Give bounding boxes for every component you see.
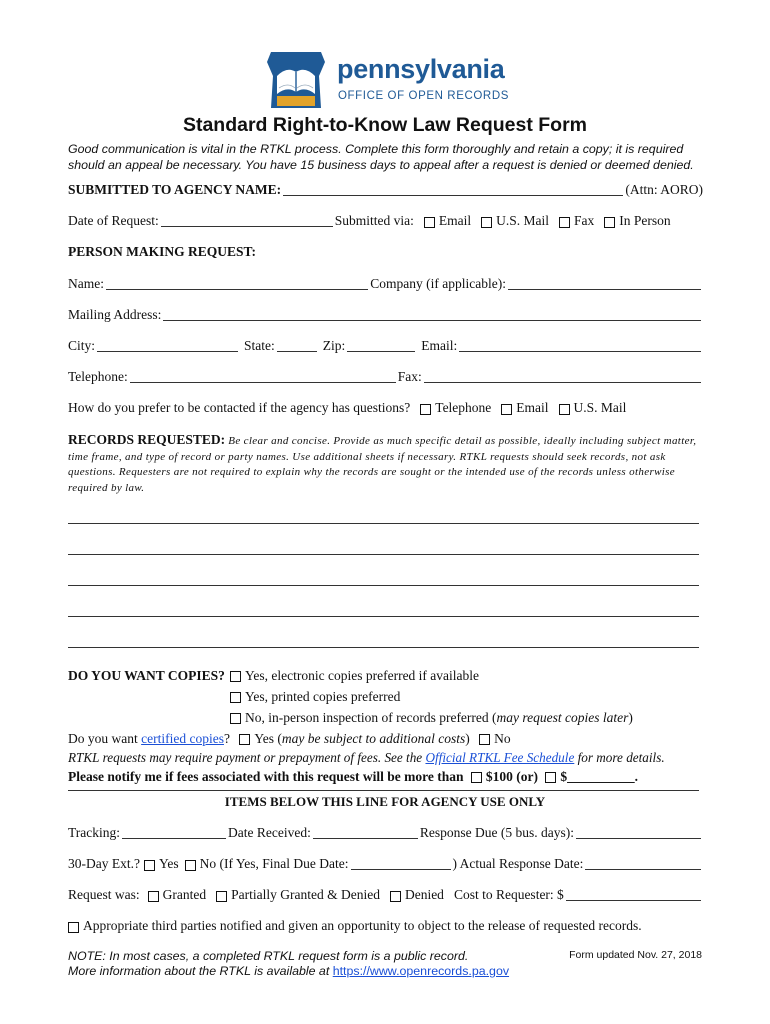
name-label: Name: bbox=[68, 276, 104, 291]
attn-label: (Attn: AORO) bbox=[625, 182, 703, 197]
note-line-2: More information about the RTKL is available at bbox=[68, 964, 333, 978]
telephone-field[interactable] bbox=[130, 370, 396, 383]
extension-no-checkbox[interactable] bbox=[185, 860, 196, 871]
mailing-field[interactable] bbox=[163, 308, 701, 321]
contact-email-label: Email bbox=[516, 400, 549, 415]
submitted-via-label: Submitted via: bbox=[334, 213, 414, 228]
company-field[interactable] bbox=[508, 277, 701, 290]
via-fax-label: Fax bbox=[574, 213, 595, 228]
keystone-book-icon bbox=[265, 50, 327, 110]
certified-yes-end: ) bbox=[465, 731, 470, 746]
actual-response-label: ) Actual Response Date: bbox=[452, 856, 584, 871]
tracking-field[interactable] bbox=[122, 826, 226, 839]
copies-block bbox=[68, 668, 665, 788]
via-in-person-label: In Person bbox=[619, 213, 671, 228]
agency-use-heading: ITEMS BELOW THIS LINE FOR AGENCY USE ONLY bbox=[224, 794, 546, 809]
contact-telephone-checkbox[interactable] bbox=[420, 404, 431, 415]
third-parties-row bbox=[68, 918, 703, 934]
telephone-row bbox=[68, 369, 703, 385]
extension-no-label: No (If Yes, Final Due Date: bbox=[199, 856, 349, 871]
state-label: State: bbox=[244, 338, 275, 353]
extension-yes-label: Yes bbox=[158, 856, 179, 871]
date-row bbox=[68, 213, 703, 229]
note-block bbox=[68, 949, 509, 979]
copies-question: DO YOU WANT COPIES? bbox=[68, 668, 225, 683]
note-line-1: NOTE: In most cases, a completed RTKL request form is a public record. bbox=[68, 949, 469, 963]
notify-100-checkbox[interactable] bbox=[471, 772, 482, 783]
person-heading: PERSON MAKING REQUEST: bbox=[68, 244, 257, 259]
openrecords-link[interactable]: https://www.openrecords.pa.gov bbox=[332, 964, 510, 978]
certified-copies-link[interactable]: certified copies bbox=[141, 731, 224, 746]
contact-mail-checkbox[interactable] bbox=[559, 404, 570, 415]
cost-label: Cost to Requester: $ bbox=[453, 887, 564, 902]
contact-telephone-label: Telephone bbox=[435, 400, 492, 415]
fax-field[interactable] bbox=[424, 370, 701, 383]
agency-divider bbox=[68, 790, 699, 791]
city-row bbox=[68, 338, 703, 354]
denied-label: Denied bbox=[404, 887, 444, 902]
contact-mail-label: U.S. Mail bbox=[573, 400, 627, 415]
fees-text: RTKL requests may require payment or prepayment of fees. See the bbox=[68, 750, 426, 765]
via-fax-checkbox[interactable] bbox=[559, 217, 570, 228]
via-in-person-checkbox[interactable] bbox=[604, 217, 615, 228]
records-line-1[interactable] bbox=[68, 523, 699, 524]
copies-printed-label: Yes, printed copies preferred bbox=[245, 689, 401, 704]
partial-checkbox[interactable] bbox=[216, 891, 227, 902]
response-due-field[interactable] bbox=[576, 826, 701, 839]
date-received-field[interactable] bbox=[313, 826, 418, 839]
actual-response-field[interactable] bbox=[585, 857, 701, 870]
records-line-2[interactable] bbox=[68, 554, 699, 555]
response-due-label: Response Due (5 bus. days): bbox=[419, 825, 574, 840]
records-heading: RECORDS REQUESTED: bbox=[68, 432, 226, 447]
copies-inspection-label: No, in-person inspection of records preferred ( bbox=[245, 710, 497, 725]
records-instructions: Be clear and concise. Provide as much specific detail as possible, ideally including subject matter, time frame, and type of record or party names. Use additional sheets if necessary. RTKL requests should seek records, not ask questions. Requesters are not required to explain why the records are sought or the intended use of the records unless otherwise required by law. bbox=[68, 435, 697, 494]
logo-wordmark: pennsylvania bbox=[337, 54, 505, 84]
email-field[interactable] bbox=[459, 339, 701, 352]
copies-electronic-checkbox[interactable] bbox=[230, 671, 241, 682]
mailing-row bbox=[68, 307, 703, 323]
city-field[interactable] bbox=[97, 339, 238, 352]
extension-row bbox=[68, 856, 703, 872]
date-label: Date of Request: bbox=[68, 213, 159, 228]
fee-schedule-link[interactable]: Official RTKL Fee Schedule bbox=[425, 750, 575, 765]
form-updated: Form updated Nov. 27, 2018 bbox=[569, 949, 702, 961]
via-email-label: Email bbox=[438, 213, 472, 228]
request-was-label: Request was: bbox=[68, 887, 140, 902]
records-line-3[interactable] bbox=[68, 585, 699, 586]
notify-text: Please notify me if fees associated with this request will be more than bbox=[68, 769, 464, 784]
notify-100-label: $100 (or) bbox=[485, 769, 538, 784]
state-field[interactable] bbox=[277, 339, 317, 352]
company-label: Company (if applicable): bbox=[370, 276, 506, 291]
request-was-row bbox=[68, 887, 703, 903]
intro-text: Good communication is vital in the RTKL process. Complete this form thoroughly and retain a copy; it is required should an appeal be necessary. You have 15 business days to appeal after a request is denied or deemed denied. bbox=[68, 142, 694, 172]
notify-other-checkbox[interactable] bbox=[545, 772, 556, 783]
certified-yes-label: Yes ( bbox=[254, 731, 282, 746]
via-email-checkbox[interactable] bbox=[424, 217, 435, 228]
copies-inspection-checkbox[interactable] bbox=[230, 713, 241, 724]
records-block bbox=[68, 432, 703, 496]
agency-field[interactable] bbox=[283, 183, 623, 196]
zip-label: Zip: bbox=[322, 338, 346, 353]
logo-subtitle: OFFICE OF OPEN RECORDS bbox=[338, 90, 510, 102]
form-title: Standard Right-to-Know Law Request Form bbox=[182, 114, 588, 136]
certified-question-end: ? bbox=[223, 731, 230, 746]
via-mail-label: U.S. Mail bbox=[496, 213, 549, 228]
city-label: City: bbox=[68, 338, 96, 353]
email-label: Email: bbox=[421, 338, 458, 353]
telephone-label: Telephone: bbox=[68, 369, 128, 384]
extension-yes-checkbox[interactable] bbox=[144, 860, 155, 871]
name-field[interactable] bbox=[106, 277, 368, 290]
contact-email-checkbox[interactable] bbox=[501, 404, 512, 415]
notify-other-label: $__________. bbox=[560, 769, 638, 784]
mailing-label: Mailing Address: bbox=[68, 307, 162, 322]
records-line-4[interactable] bbox=[68, 616, 699, 617]
pa-logo bbox=[265, 50, 515, 112]
cost-field[interactable] bbox=[566, 888, 701, 901]
zip-field[interactable] bbox=[347, 339, 415, 352]
certified-yes-note: may be subject to additional costs bbox=[281, 731, 466, 746]
final-due-date-field[interactable] bbox=[351, 857, 451, 870]
agency-label: SUBMITTED TO AGENCY NAME: bbox=[68, 182, 282, 197]
partial-label: Partially Granted & Denied bbox=[231, 887, 380, 902]
third-parties-checkbox[interactable] bbox=[68, 922, 79, 933]
certified-question: Do you want bbox=[68, 731, 142, 746]
date-received-label: Date Received: bbox=[228, 825, 311, 840]
certified-yes-checkbox[interactable] bbox=[239, 734, 250, 745]
contact-row bbox=[68, 400, 703, 416]
copies-printed-checkbox[interactable] bbox=[230, 692, 241, 703]
extension-label: 30-Day Ext.? bbox=[68, 856, 140, 871]
contact-question: How do you prefer to be contacted if the agency has questions? bbox=[68, 400, 411, 415]
certified-no-checkbox[interactable] bbox=[479, 734, 490, 745]
fees-text-end: for more details. bbox=[574, 750, 665, 765]
copies-electronic-label: Yes, electronic copies preferred if available bbox=[245, 668, 480, 683]
via-mail-checkbox[interactable] bbox=[481, 217, 492, 228]
third-parties-label: Appropriate third parties notified and given an opportunity to object to the release of requested records. bbox=[83, 918, 642, 933]
denied-checkbox[interactable] bbox=[390, 891, 401, 902]
records-line-5[interactable] bbox=[68, 647, 699, 648]
copies-inspection-end: ) bbox=[628, 710, 633, 725]
date-field[interactable] bbox=[161, 214, 333, 227]
granted-checkbox[interactable] bbox=[148, 891, 159, 902]
certified-no-label: No bbox=[494, 731, 511, 746]
copies-inspection-note: may request copies later bbox=[496, 710, 629, 725]
tracking-label: Tracking: bbox=[68, 825, 121, 840]
tracking-row bbox=[68, 825, 703, 841]
granted-label: Granted bbox=[162, 887, 207, 902]
fax-label: Fax: bbox=[397, 369, 422, 384]
name-row bbox=[68, 276, 703, 292]
agency-row bbox=[68, 182, 703, 198]
